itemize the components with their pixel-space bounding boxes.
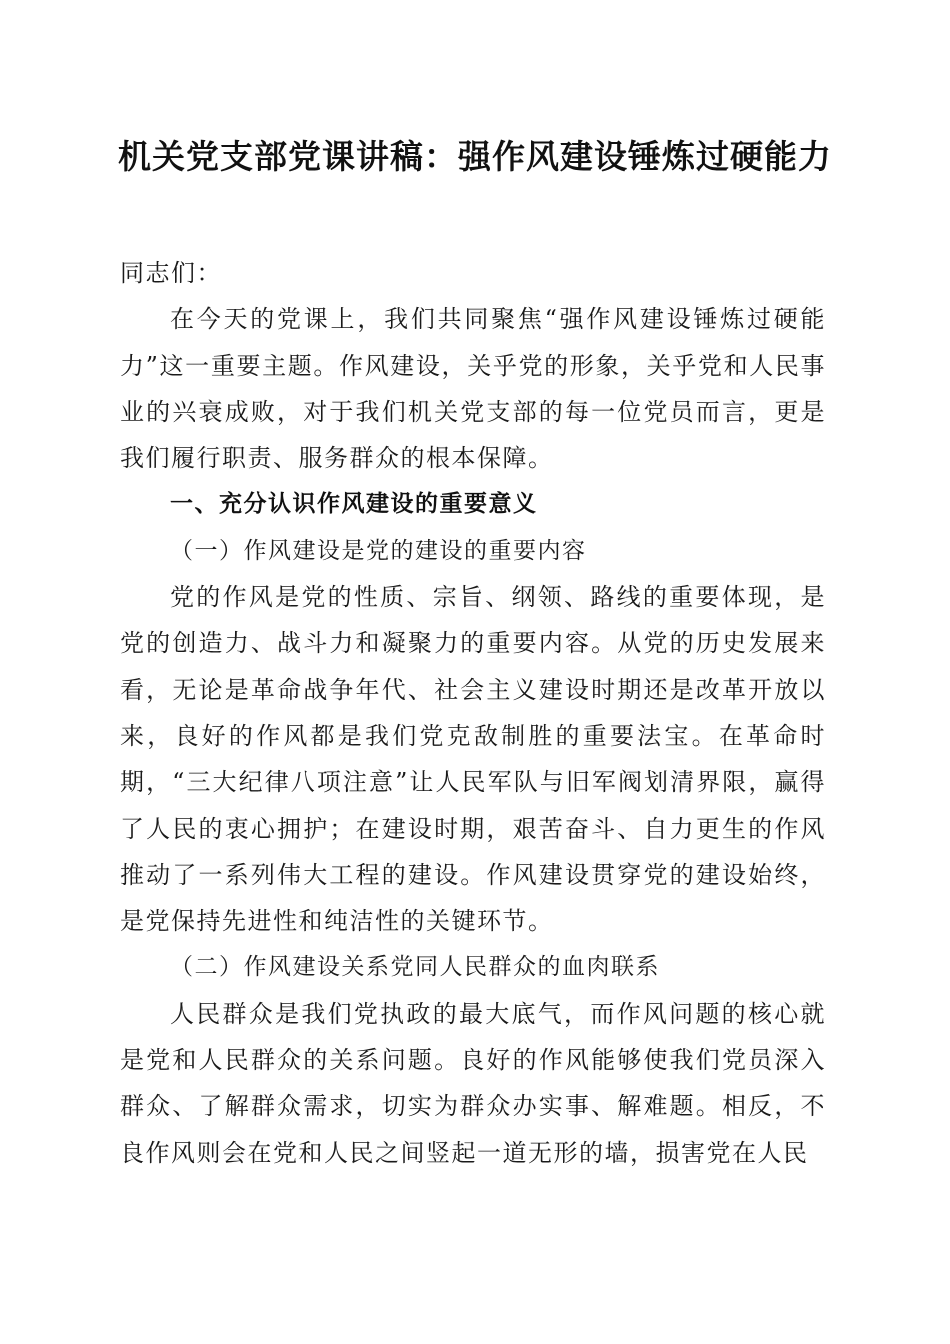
document-body bbox=[120, 250, 826, 1176]
subsection-heading-2: （二）作风建设关系党同人民群众的血肉联系 bbox=[170, 954, 660, 981]
intro-paragraph: 在今天的党课上，我们共同聚焦“强作风建设锤炼过硬能力”这一重要主题。作风建设，关乎党的形象，关乎党和人民事业的兴衰成败，对于我们机关党支部的每一位党员而言，更是我们履行职责、服务群众的根本保障。 bbox=[120, 305, 826, 473]
section-heading-1: 一、充分认识作风建设的重要意义 bbox=[170, 491, 538, 518]
document-title: 机关党支部党课讲稿：强作风建设锤炼过硬能力 bbox=[118, 137, 832, 176]
subsection-paragraph-2: 人民群众是我们党执政的最大底气，而作风问题的核心就是党和人民群众的关系问题。良好的作风能够使我们党员深入群众、了解群众需求，切实为群众办实事、解难题。相反，不良作风则会在党和人民之间竖起一道无形的墙，损害党在人民 bbox=[120, 999, 826, 1167]
subsection-heading-1: （一）作风建设是党的建设的重要内容 bbox=[170, 537, 587, 564]
subsection-paragraph-1: 党的作风是党的性质、宗旨、纲领、路线的重要体现，是党的创造力、战斗力和凝聚力的重要内容。从党的历史发展来看，无论是革命战争年代、社会主义建设时期还是改革开放以来，良好的作风都是我们党克敌制胜的重要法宝。在革命时期，“三大纪律八项注意”让人民军队与旧军阀划清界限，赢得了人民的衷心拥护；在建设时期，艰苦奋斗、自力更生的作风推动了一系列伟大工程的建设。作风建设贯穿党的建设始终，是党保持先进性和纯洁性的关键环节。 bbox=[120, 583, 826, 936]
salutation: 同志们： bbox=[120, 259, 222, 287]
